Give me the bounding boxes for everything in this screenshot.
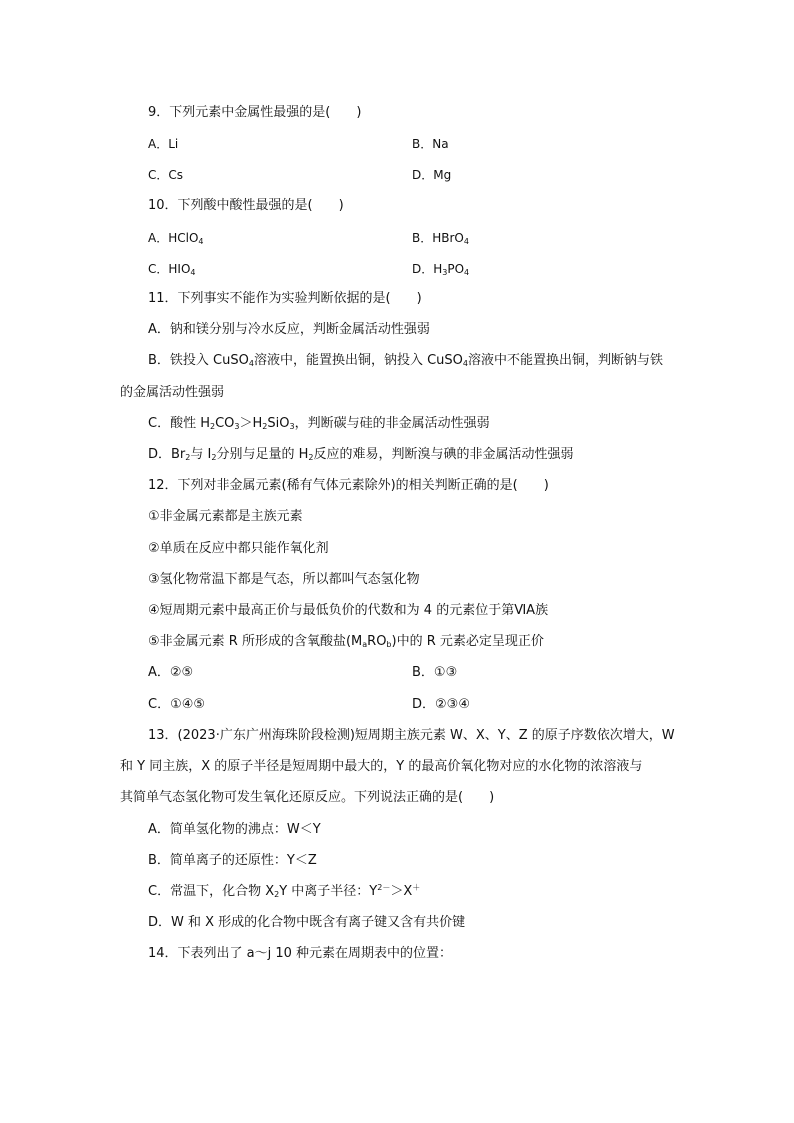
q9-option-a: A．Li <box>148 137 179 151</box>
q13-stem-line-3: 其简单气态氢化物可发生氧化还原反应。下列说法正确的是( ) <box>120 790 495 805</box>
q10-option-c: C．$HIO_4$ <box>148 262 196 277</box>
q11-option-b-cont: 的金属活动性强弱 <box>120 385 225 400</box>
q12-option-c: C．①④⑤ <box>148 697 206 712</box>
q12-stem: 12．下列对非金属元素(稀有气体元素除外)的相关判断正确的是( ) <box>148 478 549 493</box>
q10-option-b: B．HBrO$_4$ <box>412 231 469 246</box>
q12-statement-3: ③氢化物常温下都是气态，所以都叫气态氢化物 <box>148 572 420 587</box>
q12-statement-1: ①非金属元素都是主族元素 <box>148 509 303 524</box>
q11-option-c: C．酸性 $H_2CO_3>H_2SiO_3$，判断碳与硅的非金属活动性强弱 <box>148 416 490 431</box>
q13-stem-line-1: 13．(2023·广东广州海珠阶段检测)短周期主族元素 W、X、Y、Z 的原子序数依次增大，W <box>148 728 675 743</box>
q9-option-b: B．Na <box>412 137 449 151</box>
q12-option-b: B．①③ <box>412 665 458 680</box>
q12-statement-5: ⑤非金属元素 R 所形成的含氧酸盐$(M_aRO_b)$中的 R 元素必定呈现正价 <box>148 634 544 649</box>
q13-stem-line-2: 和 Y 同主族，X 的原子半径是短周期中最大的，Y 的最高价氧化物对应的水化物的浓溶液与 <box>120 759 643 774</box>
q9-option-c: C．Cs <box>148 168 184 182</box>
q13-option-a: A．简单氢化物的沸点：W＜Y <box>148 822 321 837</box>
q14-stem: 14．下表列出了 a～j 10 种元素在周期表中的位置： <box>148 946 453 961</box>
q13-option-d: D．W 和 X 形成的化合物中既含有离子键又含有共价键 <box>148 915 466 930</box>
q9-stem: 9．下列元素中金属性最强的是( ) <box>148 105 362 120</box>
q13-option-c: C．常温下，化合物 $X_2Y$ 中离子半径：$Y^{2-}>X^+$ <box>148 883 421 899</box>
q10-option-a: A．HClO$_4$ <box>148 231 204 246</box>
q12-option-d: D．②③④ <box>412 697 470 712</box>
q9-option-d: D．Mg <box>412 168 452 182</box>
q13-option-b: B．简单离子的还原性：Y＜Z <box>148 853 317 868</box>
q12-option-a: A．②⑤ <box>148 665 194 680</box>
q10-stem: 10．下列酸中酸性最强的是( ) <box>148 198 344 213</box>
q11-option-d: D．$Br_2$与 $I_2$分别与足量的 $H_2$反应的难易，判断溴与碘的非金属活动性强弱 <box>148 447 574 462</box>
q11-stem: 11．下列事实不能作为实验判断依据的是( ) <box>148 291 422 306</box>
q10-option-d: D．$H_3PO_4$ <box>412 262 470 277</box>
q11-option-b: B．铁投入 CuSO$_4$溶液中，能置换出铜，钠投入 CuSO$_4$溶液中不能置换出铜，判断钠与铁 <box>148 353 663 368</box>
q11-option-a: A．钠和镁分别与冷水反应，判断金属活动性强弱 <box>148 322 430 337</box>
q12-statement-2: ②单质在反应中都只能作氧化剂 <box>148 541 329 556</box>
q12-statement-4: ④短周期元素中最高正价与最低负价的代数和为 4 的元素位于第ⅥA族 <box>148 603 549 618</box>
